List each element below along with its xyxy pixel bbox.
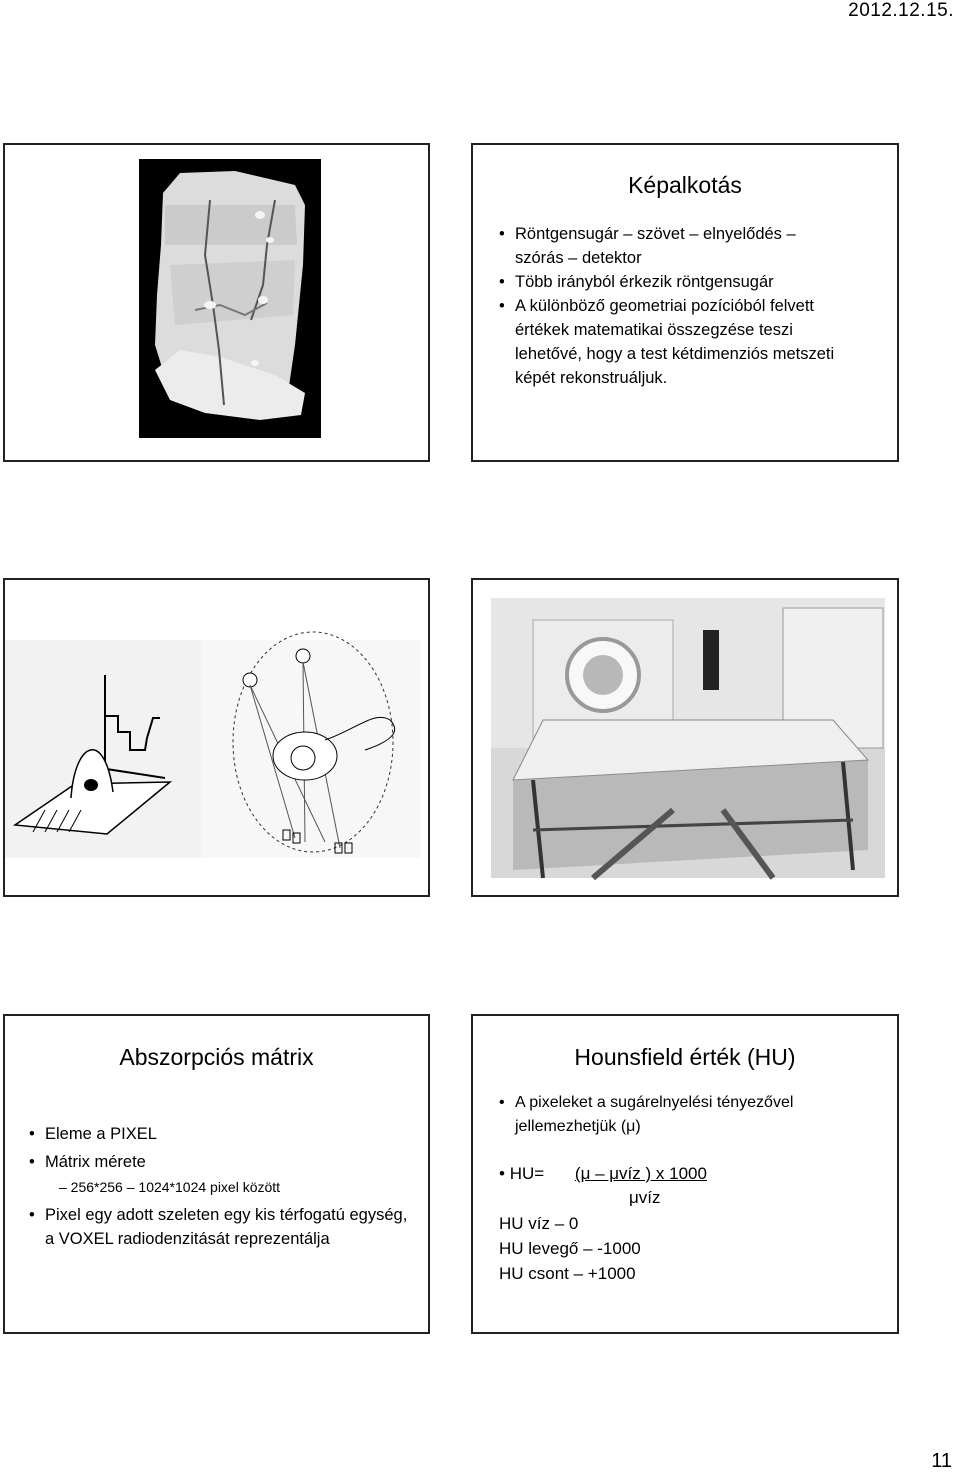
slide-title: Képalkotás: [628, 172, 742, 198]
bone-3d-render-image: [5, 145, 430, 462]
hu-value-list: [499, 1211, 641, 1286]
slide-ct-photo: [471, 578, 899, 897]
slide-ct-diagrams: [3, 578, 430, 897]
ct-principle-diagram: [5, 580, 430, 897]
slide-hounsfield: [471, 1014, 899, 1334]
hu-value-line: HU csont – +1000: [499, 1264, 636, 1283]
slide-kepalkotas: [471, 143, 899, 462]
hu-formula: • HU= (μ – μvíz ) x 1000: [499, 1162, 707, 1186]
bullet-list: [29, 1120, 409, 1176]
hu-value-line: HU levegő – -1000: [499, 1239, 641, 1258]
slide-bone-render: [3, 143, 430, 462]
formula-prefix: HU=: [509, 1164, 545, 1183]
bullet-item: • Röntgensugár – szövet – elnyelődés – szórás – detektor: [499, 222, 844, 270]
bullet-list: [499, 1091, 879, 1139]
bullet-item: • Pixel egy adott szeleten egy kis térfogatú egység, a VOXEL radiodenzitását reprezentálja: [29, 1203, 409, 1251]
page-number: 11: [931, 1450, 952, 1472]
slide-title: Abszorpciós mátrix: [119, 1044, 314, 1070]
bullet-item: • A különböző geometriai pozícióból felvett értékek matematikai összegzése teszi lehetővé, hogy a test kétdimenziós metszeti képét rekonstruáljuk.: [499, 294, 844, 390]
bullet-list: [29, 1203, 409, 1251]
slide-abszorpcios-matrix: [3, 1014, 430, 1334]
bullet-item: • Eleme a PIXEL: [29, 1120, 409, 1148]
formula-denominator: μvíz: [629, 1188, 661, 1207]
bullet-item: • Több irányból érkezik röntgensugár: [499, 270, 844, 294]
sub-bullet: – 256*256 – 1024*1024 pixel között: [59, 1179, 281, 1195]
bullet-item: • A pixeleket a sugárelnyelési tényezővel jellemezhetjük (μ): [499, 1091, 879, 1139]
bullet-item: • Mátrix mérete: [29, 1148, 409, 1176]
document-date: 2012.12.15.: [848, 0, 954, 21]
slide-title: Hounsfield érték (HU): [574, 1044, 796, 1070]
bullet-list: [499, 222, 844, 390]
formula-numerator: (μ – μvíz ) x 1000: [574, 1164, 707, 1183]
hu-value-line: HU víz – 0: [499, 1214, 579, 1233]
ct-scanner-photo: [473, 580, 899, 897]
